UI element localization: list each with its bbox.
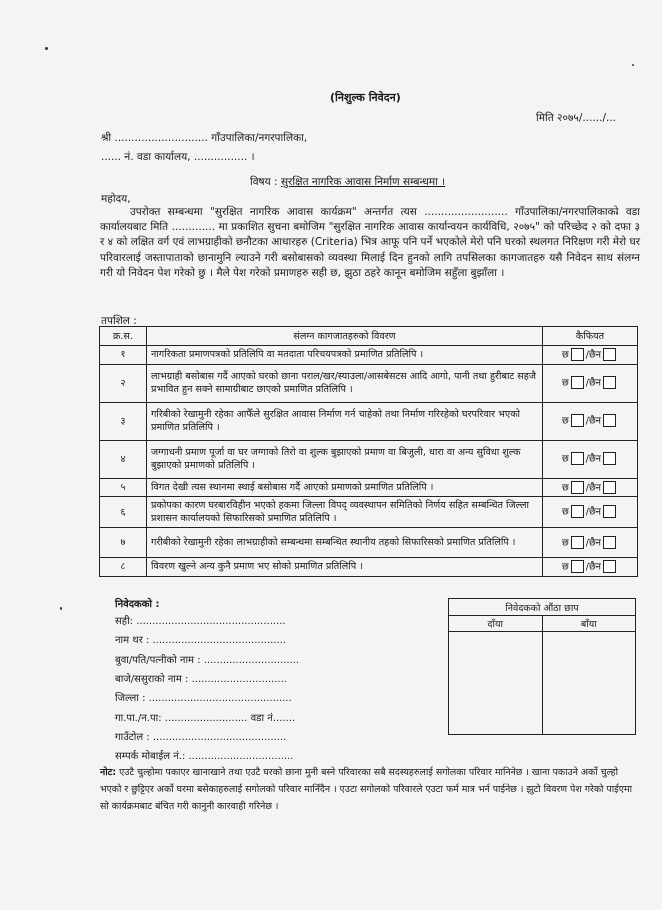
thumbprint-right-label: दाँया bbox=[449, 616, 543, 632]
row-remarks bbox=[543, 528, 638, 558]
mobile-field[interactable]: सम्पर्क मोबाईल नं.: ................................. bbox=[115, 751, 294, 763]
row-number: ७ bbox=[100, 528, 147, 558]
row-number: ४ bbox=[100, 440, 147, 478]
thumbprint-left-area bbox=[542, 632, 636, 735]
address-line-2: ...... नं. वडा कार्यालय, ................ । bbox=[101, 151, 255, 163]
scan-speck bbox=[60, 607, 62, 610]
table-row bbox=[100, 346, 638, 365]
row-number: २ bbox=[100, 364, 147, 402]
no-label: /छैन bbox=[585, 561, 602, 573]
grandfather-name-field[interactable]: बाजे/ससुराको नाम : .............................. bbox=[115, 673, 287, 685]
yes-label: छ bbox=[561, 453, 569, 465]
subject-line bbox=[250, 175, 445, 189]
table-row bbox=[100, 528, 638, 558]
column-header-description: संलग्न कागजातहरुको विवरण bbox=[147, 327, 543, 346]
row-description: गरीबीको रेखामुनी रहेका लाभग्राहीको सम्बन्धमा सम्बन्धित स्थानीय तहको सिफारिसको प्रमाणित प्रतिलिपि । bbox=[147, 528, 543, 558]
row-remarks bbox=[543, 558, 638, 577]
scan-speck bbox=[45, 47, 48, 50]
row-remarks bbox=[543, 497, 638, 528]
no-checkbox[interactable] bbox=[603, 536, 616, 549]
table-row bbox=[100, 558, 638, 577]
yes-label: छ bbox=[561, 415, 569, 427]
row-number: ३ bbox=[100, 402, 147, 440]
no-checkbox[interactable] bbox=[603, 414, 616, 427]
no-checkbox[interactable] bbox=[603, 348, 616, 361]
yes-checkbox[interactable] bbox=[571, 452, 584, 465]
name-field[interactable]: नाम थर : .......................................... bbox=[115, 635, 287, 647]
no-label: /छैन bbox=[585, 537, 602, 549]
table-row bbox=[100, 440, 638, 478]
yes-label: छ bbox=[561, 349, 569, 361]
yes-checkbox[interactable] bbox=[571, 536, 584, 549]
district-field[interactable]: जिल्ला : ............................................. bbox=[115, 693, 292, 705]
row-description: विवरण खुल्ने अन्य कुनै प्रमाण भए सोको प्रमाणित प्रतिलिपि । bbox=[147, 558, 543, 577]
thumbprint-left-label: बाँया bbox=[542, 616, 636, 632]
yes-label: छ bbox=[561, 537, 569, 549]
column-header-remarks: कैफियत bbox=[543, 327, 638, 346]
yes-checkbox[interactable] bbox=[571, 414, 584, 427]
row-remarks bbox=[543, 364, 638, 402]
no-label: /छैन bbox=[585, 377, 602, 389]
yes-checkbox[interactable] bbox=[571, 376, 584, 389]
row-remarks bbox=[543, 402, 638, 440]
row-description: विगत देखी त्यस स्थानमा स्थाई बसोबास गर्दै आएको प्रमाणको प्रमाणित प्रतिलिपि । bbox=[147, 478, 543, 497]
no-checkbox[interactable] bbox=[603, 481, 616, 494]
document-title: (निशुल्क निवेदन) bbox=[330, 91, 401, 104]
row-number: १ bbox=[100, 346, 147, 365]
no-checkbox[interactable] bbox=[603, 376, 616, 389]
documents-table bbox=[99, 326, 638, 577]
salutation: महोदय, bbox=[101, 193, 131, 205]
applicant-heading: निवेदकको : bbox=[115, 599, 160, 610]
tole-field[interactable]: गाउँटोल : .......................................... bbox=[115, 731, 287, 743]
no-checkbox[interactable] bbox=[603, 452, 616, 465]
row-description: नागरिकता प्रमाणपत्रको प्रतिलिपि वा मतदाता परिचयपत्रको प्रमाणित प्रतिलिपि । bbox=[147, 346, 543, 365]
body-paragraph: उपरोक्त सम्बन्धमा "सुरक्षित नागरिक आवास कार्यक्रम" अन्तर्गत त्यस ......................... गाँउपालिका/नगरपालिकाको वडा कार्यालयबाट मिति ............. मा प्रकाशित सुचना बमोजिम "सुरक्षित नागरिक आवास कार्यान्वयन कार्यविधि, २०७५" को परिच्छेद २ को दफा ३ र ४ को लक्षित वर्ग एवं लाभग्राहीको छनौटका आधारहरु (Criteria) भित्र आफू पनि पर्ने भएकोले मेरो पनि घरको स्थलगत निरिक्षण गरी मेरो घर परिवारलाई जस्तापाताको छानामुनि ल्याउने गरी बसोबासको व्यवस्था मिलाई दिन हुनको लागि तपसिलका कागजातहरु यसै निवेदन साथ संलग्न गरी यो निवेदन पेश गरेको छु । मैले पेश गरेको प्रमाणहरु सही छ, झुठा ठहरे कानून बमोजिम सहुँला बुझाँला । bbox=[100, 206, 640, 279]
tapsil-label: तपशिल : bbox=[101, 315, 137, 327]
father-spouse-name-field[interactable]: बुवा/पति/पत्नीको नाम : .............................. bbox=[115, 654, 300, 666]
yes-label: छ bbox=[561, 482, 569, 493]
date-line: मिति २०७५/....../... bbox=[536, 112, 616, 124]
no-label: /छैन bbox=[585, 349, 602, 361]
scan-speck bbox=[632, 64, 634, 66]
table-header-row bbox=[100, 327, 638, 346]
yes-checkbox[interactable] bbox=[571, 481, 584, 494]
row-number: ६ bbox=[100, 497, 147, 528]
note-section bbox=[100, 764, 640, 815]
yes-checkbox[interactable] bbox=[571, 560, 584, 573]
thumbprint-title: निवेदकको औंठा छाप bbox=[449, 599, 636, 616]
row-description: लाभग्राही बसोबास गर्दै आएको घरको छाना पराल/खर/स्याउला/आसबेसटस आदि आगो, पानी तथा हुरीबाट सहजै प्रभावित हुन सक्ने सामाग्रीबाट छाएको प्रमाणित प्रतिलिपि । bbox=[147, 364, 543, 402]
no-checkbox[interactable] bbox=[603, 560, 616, 573]
note-label: नोट: bbox=[100, 767, 117, 778]
table-row bbox=[100, 402, 638, 440]
thumbprint-box bbox=[448, 598, 636, 735]
yes-label: छ bbox=[561, 377, 569, 389]
column-header-sn: क्र.स. bbox=[100, 327, 147, 346]
yes-label: छ bbox=[561, 561, 569, 573]
no-label: /छैन bbox=[585, 506, 602, 518]
table-row bbox=[100, 478, 638, 497]
table-row bbox=[100, 364, 638, 402]
row-remarks bbox=[543, 478, 638, 497]
row-number: ५ bbox=[100, 478, 147, 497]
row-description: जग्गाधनी प्रमाण पूर्जा वा घर जग्गाको तिरो वा शुल्क बुझाएको प्रमाण वा बिजुली, धारा वा अन्य सुविधा शुल्क बुझाएको प्रमाणको प्रतिलिपि । bbox=[147, 440, 543, 478]
row-number: ८ bbox=[100, 558, 147, 577]
row-remarks bbox=[543, 440, 638, 478]
row-description: गरिबीको रेखामुनी रहेका आफैँले सुरक्षित आवास निर्माण गर्न चाहेको तथा निर्माण गरिरहेको घरपरिवार भएको प्रमाणित प्रतिलिपि । bbox=[147, 402, 543, 440]
signature-field[interactable]: सही: ............................................... bbox=[115, 616, 286, 627]
municipality-ward-field[interactable]: गा.पा./न.पा: .......................... वडा नं....... bbox=[115, 712, 296, 724]
no-label: /छैन bbox=[585, 453, 602, 465]
no-label: /छैन bbox=[585, 415, 602, 427]
yes-checkbox[interactable] bbox=[571, 505, 584, 518]
table-row bbox=[100, 497, 638, 528]
yes-label: छ bbox=[561, 506, 569, 518]
row-description: प्रकोपका कारण घरबारविहीन भएको हकमा जिल्ला विपद् व्यवस्थापन समितिको निर्णय सहित सम्बन्धित जिल्ला प्रशासन कार्यालयको सिफारिसको प्रमाणित प्रतिलिपि । bbox=[147, 497, 543, 528]
address-line-1: श्री ............................ गाँउपालिका/नगरपालिका, bbox=[101, 132, 308, 144]
no-checkbox[interactable] bbox=[603, 505, 616, 518]
subject-prefix: विषय : bbox=[250, 176, 278, 188]
subject-text: सुरक्षित नागरिक आवास निर्माण सम्बन्धमा । bbox=[280, 176, 446, 188]
yes-checkbox[interactable] bbox=[571, 348, 584, 361]
no-label: /छैन bbox=[585, 482, 602, 493]
note-text: एउटै चुल्होमा पकाएर खानाखाने तथा एउटै घरको छाना मुनी बस्ने परिवारका सबै सदस्यहरुलाई सगोलका परिवार मानिनेछ । खाना पकाउने अर्को चुल्हो भएको र छुट्टिएर अर्को घरमा बसेकाहरुलाई सगोलको परिवार मानिँदैन । एउटा सगोलको परिवारले एउटा फर्म मात्र भर्न पाईनेछ । झुटो विवरण पेश गरेको पाईएमा सो कार्यक्रमबाट बंचित गरी कानुनी कारवाही गरिनेछ । bbox=[100, 767, 633, 812]
row-remarks bbox=[543, 346, 638, 365]
thumbprint-right-area bbox=[449, 632, 543, 735]
